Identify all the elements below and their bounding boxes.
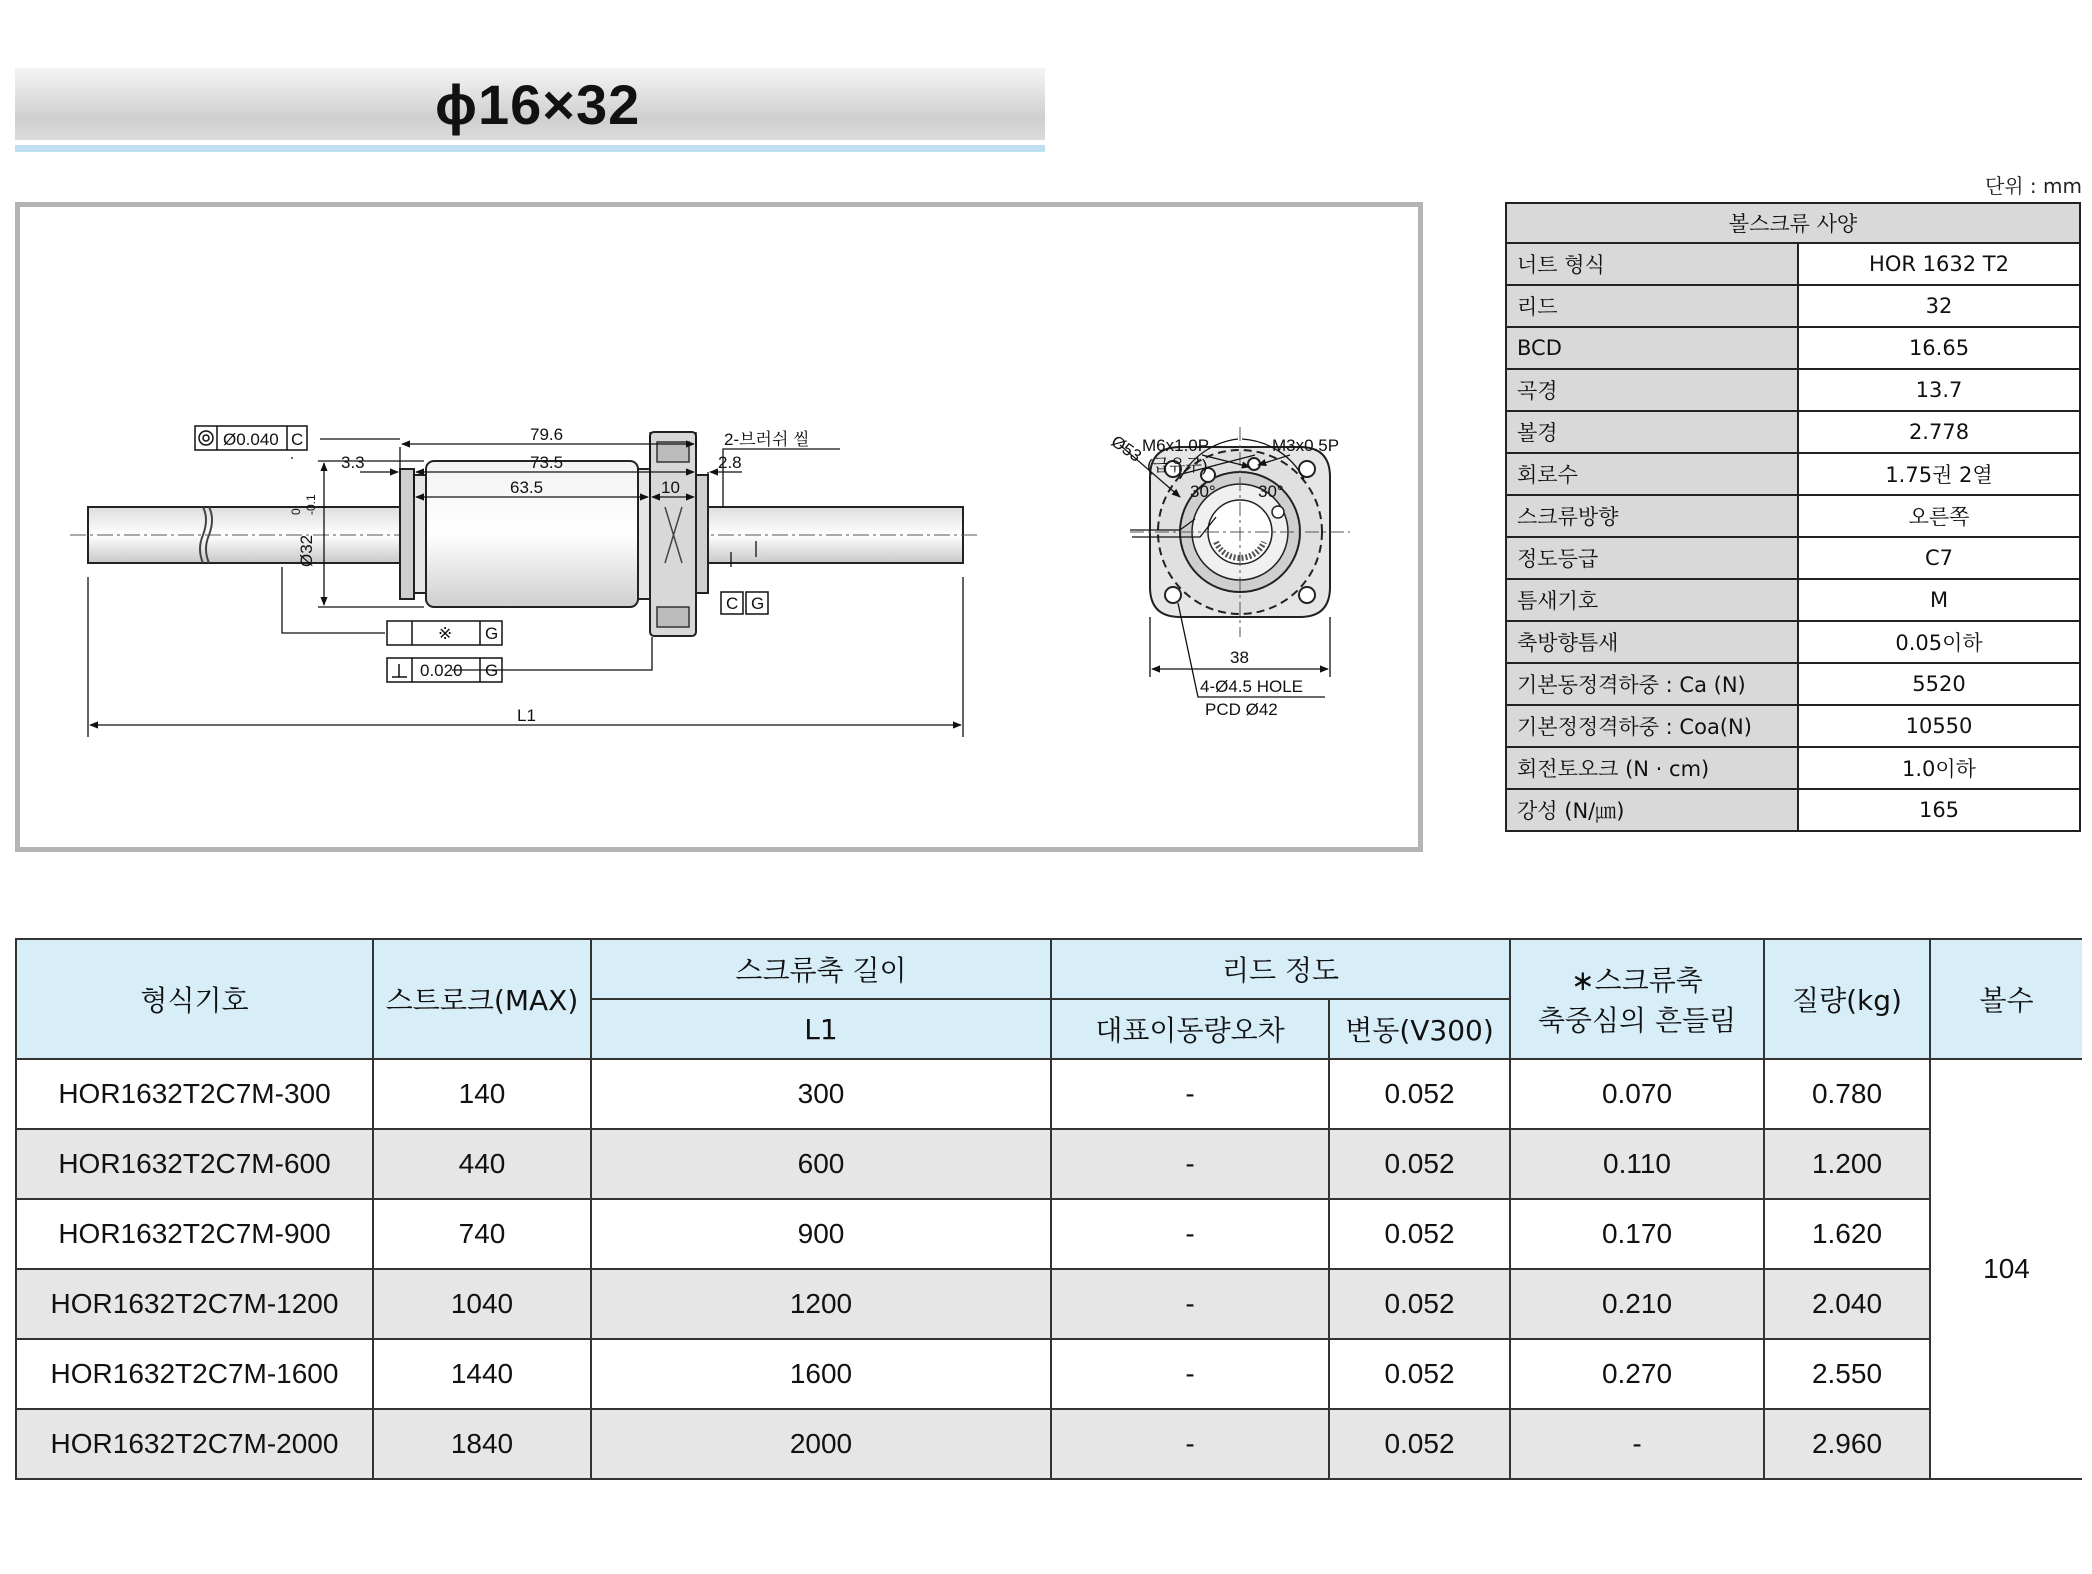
cell-runout: 0.170 (1510, 1199, 1764, 1269)
spec-key: 곡경 (1506, 369, 1798, 411)
cell-rep-error: - (1051, 1269, 1329, 1339)
cell-l1: 1200 (591, 1269, 1051, 1339)
hole-spec: 4-Ø4.5 HOLE (1200, 677, 1303, 696)
header-l1: L1 (591, 999, 1051, 1059)
cell-ball-count: 104 (1930, 1059, 2082, 1479)
table-row (16, 1339, 2082, 1409)
spec-value: C7 (1798, 537, 2080, 579)
spec-key: 볼경 (1506, 411, 1798, 453)
spec-value: 1.75권 2열 (1798, 453, 2080, 495)
table-row (16, 1409, 2082, 1479)
grease-port: (급유구) (1147, 456, 1208, 475)
cell-stroke: 1840 (373, 1409, 591, 1479)
cell-stroke: 1440 (373, 1339, 591, 1409)
dim-2-8: 2.8 (718, 453, 742, 472)
spec-key: 리드 (1506, 285, 1798, 327)
cell-stroke: 440 (373, 1129, 591, 1199)
spec-key: 회로수 (1506, 453, 1798, 495)
technical-drawing (20, 207, 1418, 847)
cell-variation: 0.052 (1329, 1129, 1510, 1199)
spec-value: 오른쪽 (1798, 495, 2080, 537)
datum-g: G (751, 594, 765, 613)
spec-key: 스크류방향 (1506, 495, 1798, 537)
cell-mass: 1.620 (1764, 1199, 1930, 1269)
cell-variation: 0.052 (1329, 1409, 1510, 1479)
spec-key: 너트 형식 (1506, 243, 1798, 285)
header-variation: 변동(V300) (1329, 999, 1510, 1059)
angle-30-left: 30° (1190, 482, 1216, 501)
dim-79-6: 79.6 (530, 425, 564, 444)
dim-63-5: 63.5 (510, 478, 544, 497)
table-row (16, 1199, 2082, 1269)
header-model: 형식기호 (16, 939, 373, 1059)
spec-key: 강성 (N/㎛) (1506, 789, 1798, 831)
cell-rep-error: - (1051, 1199, 1329, 1269)
spec-value: 1.0이하 (1798, 747, 2080, 789)
cell-rep-error: - (1051, 1339, 1329, 1409)
cell-stroke: 140 (373, 1059, 591, 1129)
cell-model: HOR1632T2C7M-2000 (16, 1409, 373, 1479)
header-lead-accuracy: 리드 정도 (1051, 939, 1510, 999)
cell-mass: 2.960 (1764, 1409, 1930, 1479)
tol-upper: 0 (289, 508, 303, 515)
spec-key: 틈새기호 (1506, 579, 1798, 621)
cell-mass: 2.040 (1764, 1269, 1930, 1339)
spec-value: 5520 (1798, 663, 2080, 705)
header-runout (1510, 939, 1764, 1059)
title-underline (15, 145, 1045, 152)
header-stroke: 스트로크(MAX) (373, 939, 591, 1059)
cell-stroke: 740 (373, 1199, 591, 1269)
cell-l1: 600 (591, 1129, 1051, 1199)
dim-3-3: 3.3 (341, 453, 365, 472)
header-rep-error: 대표이동량오차 (1051, 999, 1329, 1059)
dim-l1: L1 (517, 706, 536, 725)
spec-value: 2.778 (1798, 411, 2080, 453)
cell-mass: 2.550 (1764, 1339, 1930, 1409)
table-row (16, 1269, 2082, 1339)
cell-variation: 0.052 (1329, 1059, 1510, 1129)
cell-stroke: 1040 (373, 1269, 591, 1339)
cell-runout: - (1510, 1409, 1764, 1479)
cell-runout: 0.270 (1510, 1339, 1764, 1409)
m3-thread: M3x0.5P (1272, 436, 1340, 455)
header-runout-line1: ∗스크류축 (1571, 964, 1703, 997)
brush-seal-label: 2-브러쉬 씰 (724, 430, 810, 449)
cell-variation: 0.052 (1329, 1339, 1510, 1409)
page-title: ϕ16×32 (435, 73, 641, 136)
unit-label: 단위 : mm (1984, 174, 2082, 198)
cell-runout: 0.110 (1510, 1129, 1764, 1199)
spec-key: 회전토오크 (N · cm) (1506, 747, 1798, 789)
spec-value: 10550 (1798, 705, 2080, 747)
runout-value: Ø0.040 (223, 430, 279, 449)
datum-c: C (726, 594, 739, 613)
cell-l1: 1600 (591, 1339, 1051, 1409)
dim-38: 38 (1230, 648, 1249, 667)
cell-mass: 1.200 (1764, 1129, 1930, 1199)
m6-thread: M6x1.0P (1142, 436, 1210, 455)
dia-32: Ø32 (297, 534, 316, 567)
dim-73-5: 73.5 (530, 453, 564, 472)
cell-variation: 0.052 (1329, 1199, 1510, 1269)
model-table (15, 938, 2082, 1480)
perp-value: 0.020 (420, 661, 463, 680)
spec-value: M (1798, 579, 2080, 621)
cell-rep-error: - (1051, 1409, 1329, 1479)
cell-runout: 0.210 (1510, 1269, 1764, 1339)
cell-rep-error: - (1051, 1129, 1329, 1199)
table-row (16, 1129, 2082, 1199)
spec-value: 13.7 (1798, 369, 2080, 411)
table-row (16, 1059, 2082, 1129)
cell-l1: 300 (591, 1059, 1051, 1129)
tol-lower: -0.1 (304, 494, 318, 515)
spec-key: 정도등급 (1506, 537, 1798, 579)
spec-value: 0.05이하 (1798, 621, 2080, 663)
runout-datum: C (291, 430, 304, 449)
header-runout-line2: 축중심의 흔들림 (1537, 1004, 1737, 1037)
cell-model: HOR1632T2C7M-900 (16, 1199, 373, 1269)
header-ball-count: 볼수 (1930, 939, 2082, 1059)
spec-value: 32 (1798, 285, 2080, 327)
cell-model: HOR1632T2C7M-600 (16, 1129, 373, 1199)
spec-key: BCD (1506, 327, 1798, 369)
dim-10: 10 (661, 478, 680, 497)
runout-datum-g: G (485, 624, 499, 643)
cell-runout: 0.070 (1510, 1059, 1764, 1129)
header-mass: 질량(kg) (1764, 939, 1930, 1059)
dia-53: Ø53 (1107, 431, 1145, 466)
drawing-frame (15, 202, 1423, 852)
cell-mass: 0.780 (1764, 1059, 1930, 1129)
pcd-spec: PCD Ø42 (1205, 700, 1278, 719)
spec-value: HOR 1632 T2 (1798, 243, 2080, 285)
header-screw-length: 스크류축 길이 (591, 939, 1051, 999)
cell-model: HOR1632T2C7M-1600 (16, 1339, 373, 1409)
cell-l1: 900 (591, 1199, 1051, 1269)
cell-rep-error: - (1051, 1059, 1329, 1129)
angle-30-right: 30° (1258, 482, 1284, 501)
spec-title: 볼스크류 사양 (1506, 203, 2080, 243)
spec-table (1505, 202, 2081, 832)
spec-key: 기본동정격하중 : Ca (N) (1506, 663, 1798, 705)
runout-star: ※ (438, 624, 453, 643)
spec-value: 165 (1798, 789, 2080, 831)
perp-datum-g: G (485, 661, 499, 680)
spec-value: 16.65 (1798, 327, 2080, 369)
spec-key: 축방향틈새 (1506, 621, 1798, 663)
cell-model: HOR1632T2C7M-1200 (16, 1269, 373, 1339)
cell-variation: 0.052 (1329, 1269, 1510, 1339)
cell-model: HOR1632T2C7M-300 (16, 1059, 373, 1129)
cell-l1: 2000 (591, 1409, 1051, 1479)
spec-key: 기본정정격하중 : Coa(N) (1506, 705, 1798, 747)
